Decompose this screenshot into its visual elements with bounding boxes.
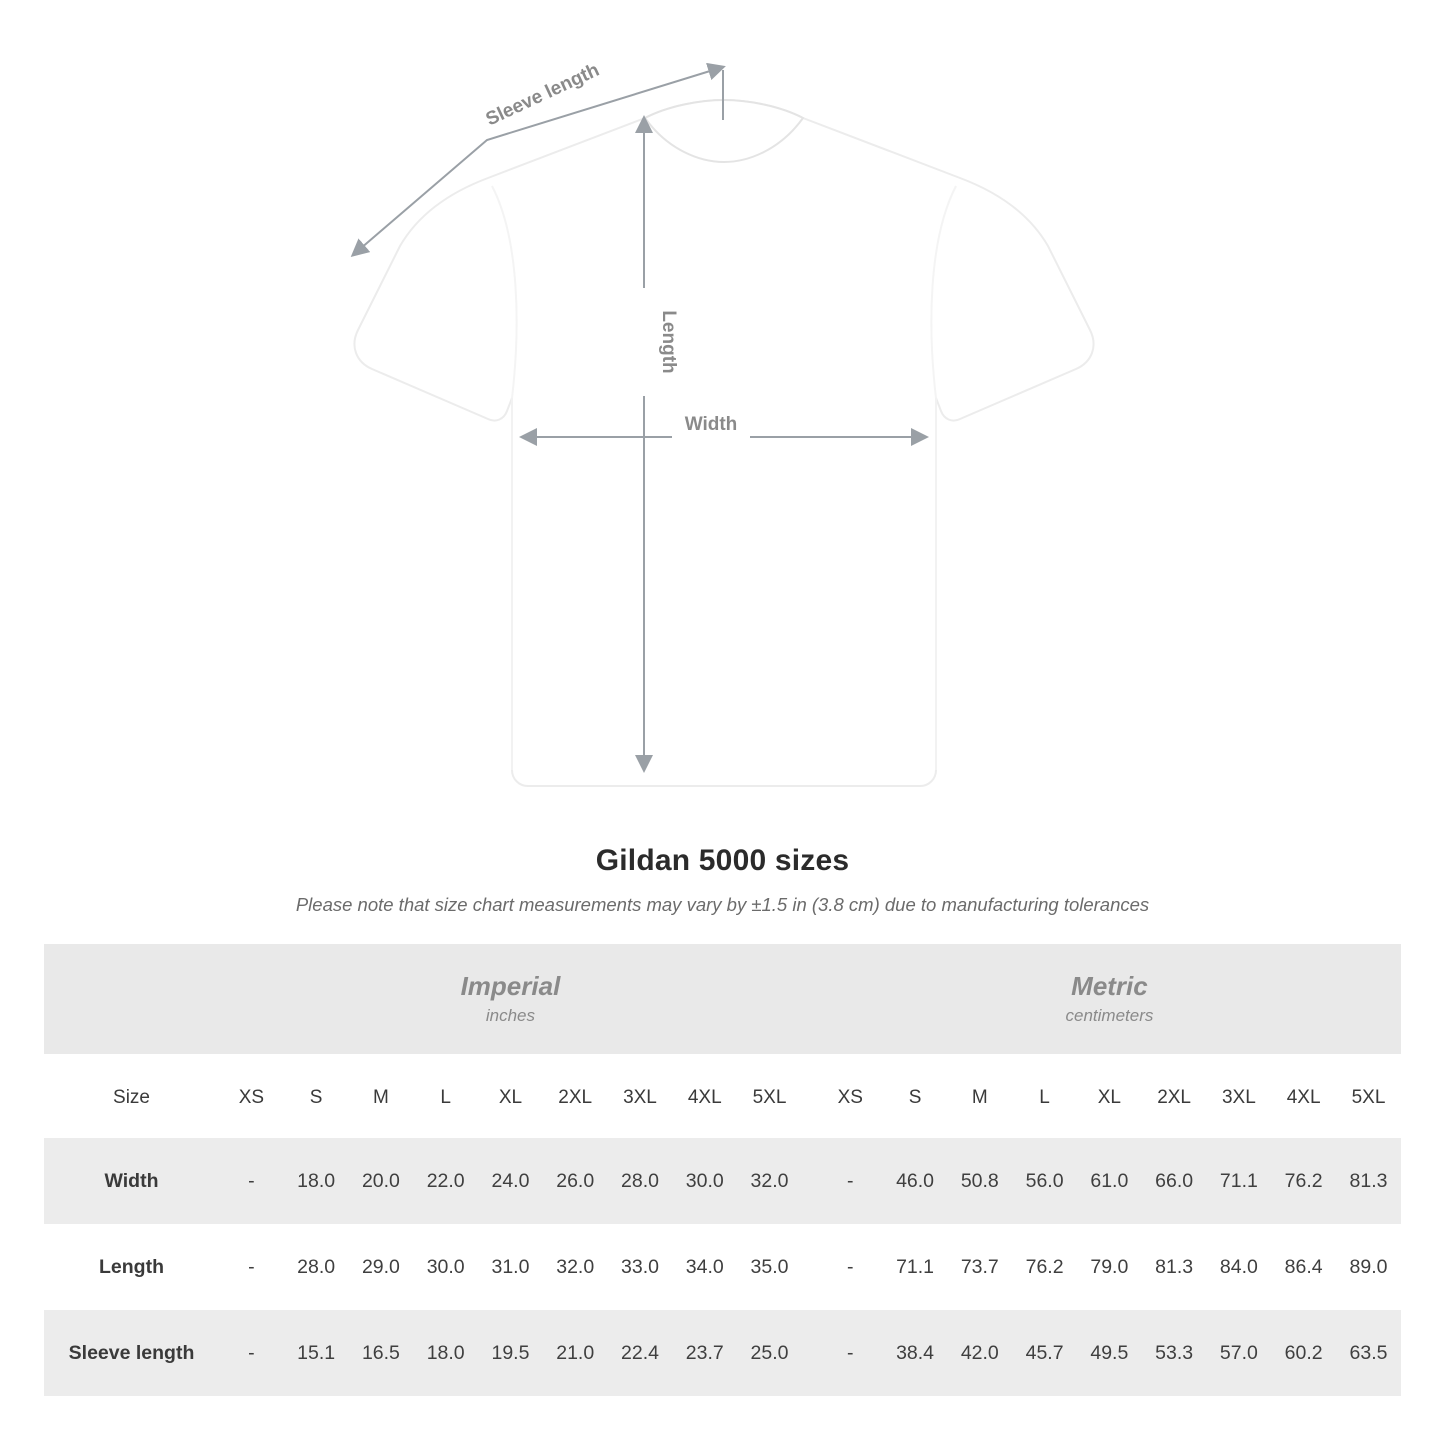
width-imperial-3xl: 28.0 [608, 1138, 673, 1224]
sleeve-imperial-3xl: 22.4 [608, 1310, 673, 1396]
size-header-row [44, 1058, 1401, 1138]
length-imperial-xl: 31.0 [478, 1224, 543, 1310]
width-metric-m: 50.8 [947, 1138, 1012, 1224]
width-imperial-xl: 24.0 [478, 1138, 543, 1224]
header-metric-4xl: 4XL [1271, 1058, 1336, 1138]
length-imperial-xs: - [219, 1224, 284, 1310]
width-imperial-l: 22.0 [413, 1138, 478, 1224]
length-gap [802, 1224, 818, 1310]
sleeve-metric-m: 42.0 [947, 1310, 1012, 1396]
unit-group-imperial-name: Imperial [460, 970, 561, 1001]
width-imperial-5xl: 32.0 [737, 1138, 802, 1224]
header-metric-s: S [883, 1058, 948, 1138]
header-gap [802, 1058, 818, 1138]
sleeve-imperial-s: 15.1 [284, 1310, 349, 1396]
sleeve-imperial-l: 18.0 [413, 1310, 478, 1396]
sleeve-metric-3xl: 57.0 [1206, 1310, 1271, 1396]
tshirt-shape [354, 100, 1093, 786]
width-metric-2xl: 66.0 [1142, 1138, 1207, 1224]
title-block [0, 844, 1445, 916]
width-metric-3xl: 71.1 [1206, 1138, 1271, 1224]
sleeve-imperial-xl: 19.5 [478, 1310, 543, 1396]
unit-group-metric-name: Metric [1071, 970, 1148, 1001]
table-row-sleeve-length [44, 1310, 1401, 1396]
header-size-label: Size [44, 1058, 219, 1138]
width-imperial-2xl: 26.0 [543, 1138, 608, 1224]
table-row-width [44, 1138, 1401, 1224]
unit-band-spacer [44, 944, 219, 1054]
chart-note: Please note that size chart measurements may vary by ±1.5 in (3.8 cm) due to manufacturing tolerances [295, 894, 1150, 915]
width-imperial-xs: - [219, 1138, 284, 1224]
length-imperial-4xl: 34.0 [672, 1224, 737, 1310]
width-imperial-4xl: 30.0 [672, 1138, 737, 1224]
unit-group-metric [818, 944, 1401, 1054]
width-metric-l: 56.0 [1012, 1138, 1077, 1224]
header-metric-2xl: 2XL [1142, 1058, 1207, 1138]
table-row-length [44, 1224, 1401, 1310]
header-metric-xl: XL [1077, 1058, 1142, 1138]
length-metric-4xl: 86.4 [1271, 1224, 1336, 1310]
length-metric-l: 76.2 [1012, 1224, 1077, 1310]
sleeve-imperial-2xl: 21.0 [543, 1310, 608, 1396]
header-imperial-5xl: 5XL [737, 1058, 802, 1138]
sleeve-imperial-5xl: 25.0 [737, 1310, 802, 1396]
header-imperial-xs: XS [219, 1058, 284, 1138]
length-label: Length [658, 310, 679, 374]
length-imperial-5xl: 35.0 [737, 1224, 802, 1310]
length-metric-2xl: 81.3 [1142, 1224, 1207, 1310]
length-metric-xl: 79.0 [1077, 1224, 1142, 1310]
header-metric-xs: XS [818, 1058, 883, 1138]
row-label-length: Length [44, 1224, 219, 1310]
length-metric-m: 73.7 [947, 1224, 1012, 1310]
sleeve-metric-l: 45.7 [1012, 1310, 1077, 1396]
sleeve-metric-5xl: 63.5 [1336, 1310, 1401, 1396]
length-imperial-m: 29.0 [349, 1224, 414, 1310]
width-label: Width [684, 414, 738, 435]
sleeve-metric-s: 38.4 [883, 1310, 948, 1396]
length-imperial-3xl: 33.0 [608, 1224, 673, 1310]
row-label-width: Width [44, 1138, 219, 1224]
header-imperial-s: S [284, 1058, 349, 1138]
sleeve-metric-2xl: 53.3 [1142, 1310, 1207, 1396]
sleeve-gap [802, 1310, 818, 1396]
length-metric-5xl: 89.0 [1336, 1224, 1401, 1310]
header-imperial-xl: XL [478, 1058, 543, 1138]
sleeve-metric-4xl: 60.2 [1271, 1310, 1336, 1396]
length-imperial-2xl: 32.0 [543, 1224, 608, 1310]
width-metric-4xl: 76.2 [1271, 1138, 1336, 1224]
length-imperial-s: 28.0 [284, 1224, 349, 1310]
header-metric-l: L [1012, 1058, 1077, 1138]
header-metric-3xl: 3XL [1206, 1058, 1271, 1138]
width-imperial-s: 18.0 [284, 1138, 349, 1224]
sleeve-metric-xl: 49.5 [1077, 1310, 1142, 1396]
length-imperial-l: 30.0 [413, 1224, 478, 1310]
width-metric-xs: - [818, 1138, 883, 1224]
header-imperial-3xl: 3XL [608, 1058, 673, 1138]
unit-band-gap [802, 944, 818, 1054]
row-label-sleeve-length: Sleeve length [44, 1310, 219, 1396]
header-imperial-m: M [349, 1058, 414, 1138]
width-metric-xl: 61.0 [1077, 1138, 1142, 1224]
sleeve-imperial-4xl: 23.7 [672, 1310, 737, 1396]
unit-group-imperial [219, 944, 802, 1054]
length-metric-3xl: 84.0 [1206, 1224, 1271, 1310]
length-metric-s: 71.1 [883, 1224, 948, 1310]
unit-group-imperial-sub: inches [485, 1006, 536, 1026]
header-imperial-2xl: 2XL [543, 1058, 608, 1138]
width-imperial-m: 20.0 [349, 1138, 414, 1224]
header-imperial-4xl: 4XL [672, 1058, 737, 1138]
width-gap [802, 1138, 818, 1224]
chart-title: Gildan 5000 sizes [595, 844, 850, 877]
unit-band-row [44, 944, 1401, 1054]
sleeve-length-label: Sleeve length [482, 59, 603, 131]
width-metric-s: 46.0 [883, 1138, 948, 1224]
header-metric-5xl: 5XL [1336, 1058, 1401, 1138]
sleeve-imperial-m: 16.5 [349, 1310, 414, 1396]
sleeve-metric-xs: - [818, 1310, 883, 1396]
size-table [44, 944, 1401, 1396]
header-metric-m: M [947, 1058, 1012, 1138]
unit-group-metric-sub: centimeters [1065, 1006, 1154, 1026]
header-imperial-l: L [413, 1058, 478, 1138]
size-table-wrapper [44, 944, 1401, 1396]
sleeve-imperial-xs: - [219, 1310, 284, 1396]
width-metric-5xl: 81.3 [1336, 1138, 1401, 1224]
length-metric-xs: - [818, 1224, 883, 1310]
